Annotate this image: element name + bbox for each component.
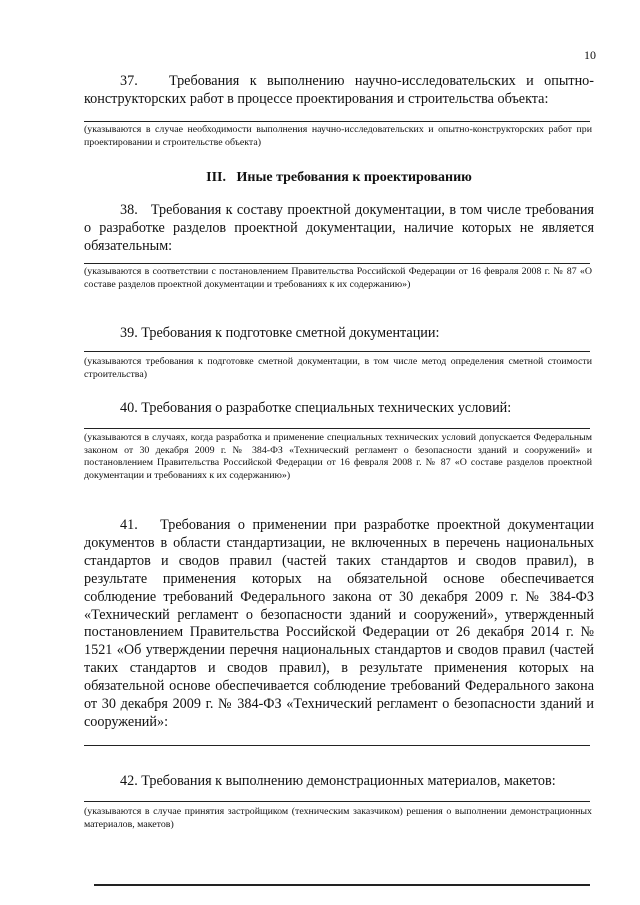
- note-38: (указываются в соответствии с постановлением Правительства Российской Федерации от 16 февраля 2008 г. № 87 «О составе разделов проектной документации и требованиях к их содержанию»): [84, 266, 592, 290]
- fill-line-42: [84, 801, 590, 802]
- requirement-37: 37. Требования к выполнению научно-исследовательских и опытно-конструкторских работ в процессе проектирования и строительства объекта:: [84, 73, 594, 108]
- fill-line-40: [84, 428, 590, 429]
- note-39: (указываются требования к подготовке сметной документации, в том числе метод определения сметной стоимости строительства): [84, 356, 592, 380]
- requirement-39: 39. Требования к подготовке сметной документации:: [120, 325, 440, 341]
- requirement-42: 42. Требования к выполнению демонстрационных материалов, макетов:: [120, 773, 556, 789]
- requirement-38: 38. Требования к составу проектной документации, в том числе требования о разработке разделов проектной документации, наличие которых не является обязательным:: [84, 202, 594, 255]
- page-number: 10: [584, 48, 596, 62]
- fill-line-38: [84, 263, 590, 264]
- fill-line-37: [84, 121, 590, 122]
- section-heading: III. Иные требования к проектированию: [206, 170, 472, 185]
- note-40: (указываются в случаях, когда разработка и применение специальных технических условий допускается Федеральным законом от 30 декабря 2009 г. № 384-ФЗ «Технический регламент о безопасности зданий и сооружений» и постановлением Правительства Российской Федерации от 16 февраля 2008 г. № 87 «О составе разделов проектной документации и требованиях к их содержанию»): [84, 432, 592, 481]
- requirement-41: 41. Требования о применении при разработке проектной документации документов в области стандартизации, не включенных в перечень национальных стандартов и сводов правил (частей таких стандартов и сводов правил), в результате применения которых на обязательной основе обеспечивается соблюдение требований Федерального закона от 30 декабря 2009 г. № 384-ФЗ «Технический регламент о безопасности зданий и сооружений», утвержденный постановлением Правительства Российской Федерации от 26 декабря 2014 г. № 1521 «Об утверждении перечня национальных стандартов и сводов правил (частей таких стандартов и сводов правил), в результате применения которых на обязательной основе обеспечивается соблюдение требований Федерального закона от 30 декабря 2009 г. № 384-ФЗ «Технический регламент о безопасности зданий и сооружений»:: [84, 517, 594, 730]
- requirement-40: 40. Требования о разработке специальных технических условий:: [120, 400, 512, 416]
- fill-line-39: [84, 351, 590, 352]
- note-37: (указываются в случае необходимости выполнения научно-исследовательских и опытно-конструкторских работ при проектировании и строительстве объекта): [84, 124, 592, 148]
- note-42: (указываются в случае принятия застройщиком (техническим заказчиком) решения о выполнении демонстрационных материалов, макетов): [84, 806, 592, 830]
- bottom-rule: [94, 884, 590, 886]
- fill-line-41: [84, 745, 590, 746]
